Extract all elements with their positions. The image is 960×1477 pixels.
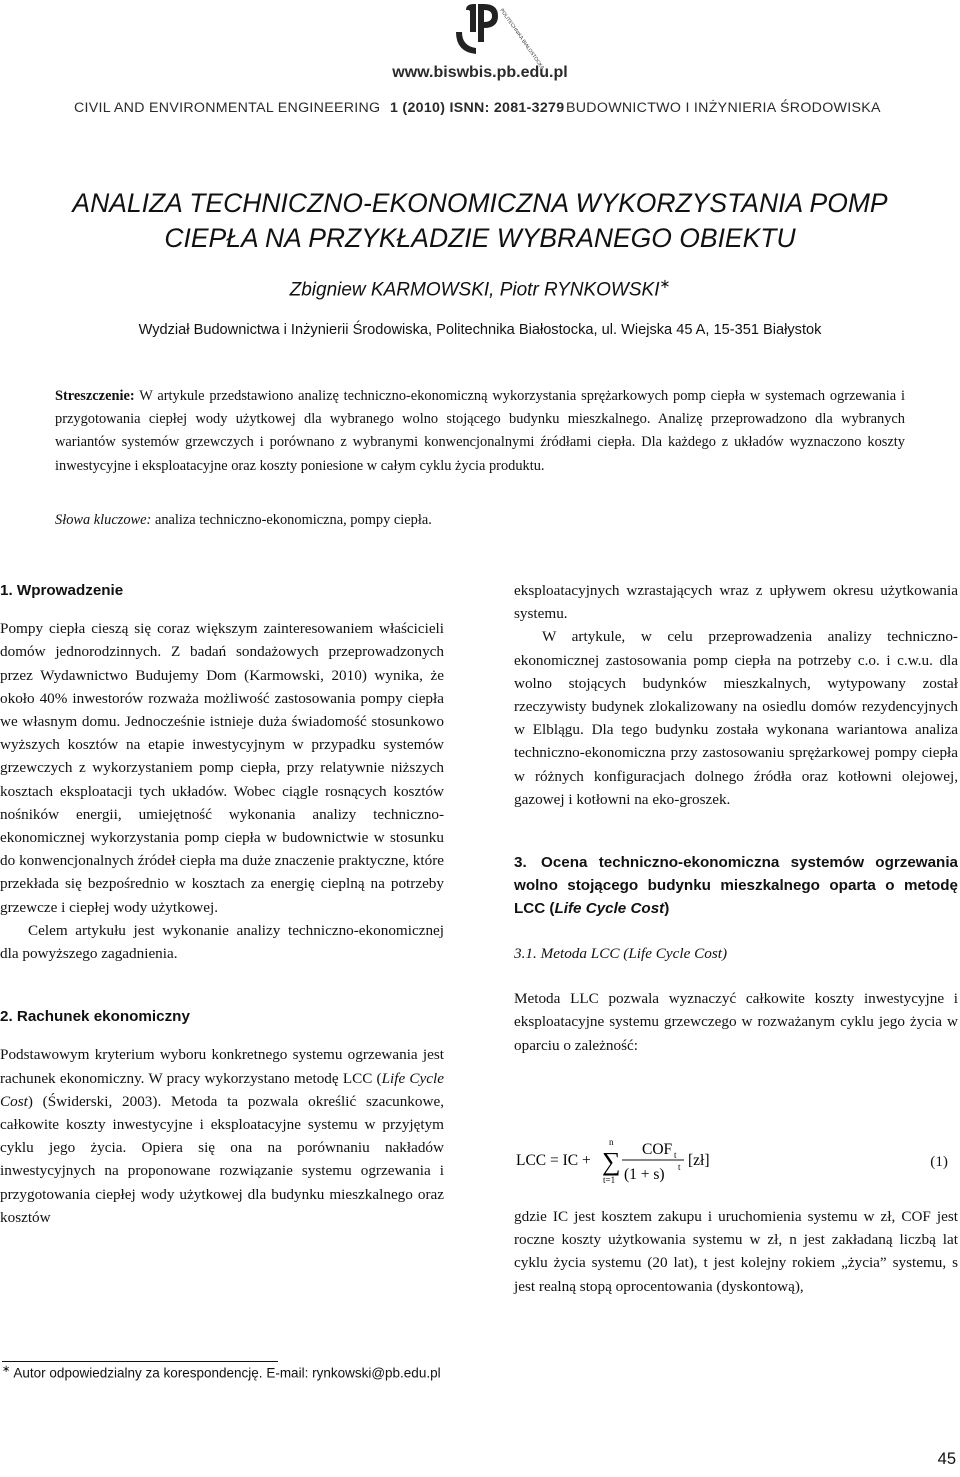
- equation-denominator: (1 + s): [624, 1166, 665, 1183]
- journal-website[interactable]: www.biswbis.pb.edu.pl: [392, 64, 568, 81]
- sum-lower-limit: t=1: [603, 1175, 616, 1185]
- keywords: [55, 512, 905, 529]
- section-3-heading: [514, 851, 958, 920]
- section-2-text-a: Podstawowym kryterium wyboru konkretnego systemu ogrzewania jest rachunek ekonomiczny. W pracy wykorzystano metodę LCC (: [0, 1046, 444, 1087]
- university-logo: [436, 2, 546, 71]
- right-paragraph-3: Metoda LLC pozwala wyznaczyć całkowite koszty inwestycyjne i eksploatacyjne systemu grzewczego w rozważanym cyklu jego życia w oparciu o zależność:: [514, 990, 958, 1054]
- equation-lhs: LCC = IC +: [516, 1152, 591, 1169]
- denominator-superscript: t: [678, 1162, 681, 1172]
- footnote-text: Autor odpowiedzialny za korespondencję. E-mail: rynkowski@pb.edu.pl: [13, 1365, 441, 1381]
- section-3-heading-italic: Life Cycle Cost: [554, 900, 665, 918]
- numerator-subscript: t: [674, 1150, 677, 1160]
- footnote-rule: [2, 1361, 278, 1362]
- right-paragraph-2: W artykule, w celu przeprowadzenia analizy techniczno-ekonomicznej zastosowania pomp ciepła na potrzeby c.o. i c.w.u. dla wolno stojących budynków mieszkalnych, wytypowany został rzeczywisty budynek zlokalizowany na osiedlu domów rezydencyjnych w Elblągu. Dla tego budynku została wykonana wariantowa analiza techniczno-ekonomiczna przy zastosowaniu sprężarkowej pompy ciepła w różnych konfiguracjach dolnego źródła oraz kotłowni olejowej, gazowej i kotłowni na eko-groszek.: [514, 628, 958, 808]
- journal-issue: 1 (2010) ISNN: 2081-3279: [390, 100, 565, 116]
- equation-number: (1): [930, 1153, 948, 1170]
- title-line-2: CIEPŁA NA PRZYKŁADZIE WYBRANEGO OBIEKTU: [164, 223, 796, 253]
- section-1-heading: 1. Wprowadzenie: [0, 582, 124, 599]
- equation-unit: [zł]: [688, 1152, 710, 1169]
- section-3-1-heading: 3.1. Metoda LCC (Life Cycle Cost): [514, 945, 728, 963]
- title-line-1: ANALIZA TECHNICZNO-EKONOMICZNA WYKORZYSTANIA POMP: [72, 188, 888, 218]
- footnote: [2, 1364, 441, 1381]
- right-paragraph-1: eksploatacyjnych wzrastających wraz z upływem okresu użytkowania systemu.: [514, 582, 958, 623]
- section-3-heading-text-c: ): [664, 900, 670, 918]
- journal-name-polish: BUDOWNICTWO I INŻYNIERIA ŚRODOWISKA: [566, 100, 881, 116]
- author-names: Zbigniew KARMOWSKI, Piotr RYNKOWSKI: [289, 279, 660, 301]
- section-2-lcc-italic: Life Cycle Cost: [0, 1069, 444, 1110]
- sum-symbol: ∑: [602, 1147, 621, 1176]
- left-column: [0, 579, 444, 1229]
- section-2-text-b: ) (Świderski, 2003). Metoda ta pozwala określić szacunkowe, całkowite koszty inwestycyjne i eksploatacyjne systemu w przyjętym cyklu jego życia. Opiera się ona na porównaniu nakładów inwestycyjnych na proponowane rozwiązanie systemu ogrzewania i przygotowania ciepłej wody użytkowej dla budynku mieszkalnego oraz kosztów: [0, 1092, 444, 1226]
- journal-name-english: CIVIL AND ENVIRONMENTAL ENGINEERING: [74, 100, 381, 116]
- sum-upper-limit: n: [609, 1137, 614, 1147]
- keywords-label: Słowa kluczowe:: [55, 512, 152, 528]
- lcc-equation: [514, 1136, 958, 1188]
- equation-numerator: COF: [642, 1141, 673, 1158]
- page-number: 45: [937, 1450, 956, 1468]
- section-1-paragraph-1: Pompy ciepła cieszą się coraz większym zainteresowaniem właścicieli domów jednorodzinnych. Z badań sondażowych przeprowadzonych przez Wydawnictwo Budujemy Dom (Karmowski, 2010) wynika, że około 40% inwestorów rozważa możliwość zastosowania pompy ciepła we własnym domu. Jednocześnie istnieje duża świadomość stosunkowo wyższych kosztów na etapie inwestycyjnym w przypadku systemów grzewczych z wykorzystaniem pomp ciepła, przy relatywnie niższych kosztach eksploatacji tych układów. Wobec ciągle rosnących kosztów nośników energii, umiejętność wykonania analizy techniczno-ekonomicznej wykorzystania pomp ciepła w budownictwie w stosunku do konwencjonalnych źródeł ciepła ma duże znaczenie praktyczne, które przekłada się bezpośrednio w kosztach za energię cieplną na potrzeby grzewcze i ciepłej wody użytkowej.: [0, 620, 444, 916]
- footnote-mark: ∗: [2, 1364, 11, 1375]
- section-1-paragraph-2: Celem artykułu jest wykonanie analizy techniczno-ekonomicznej dla powyższego zagadnienia.: [0, 921, 444, 963]
- abstract-label: Streszczenie:: [55, 388, 135, 404]
- right-paragraph-4: gdzie IC jest kosztem zakupu i uruchomienia systemu w zł, COF jest roczne koszty użytkowania systemu w zł, n jest zakładaną liczbą lat cyklu życia systemu (20 lat), t jest kolejny rokiem „życia” systemu, s jest realną stopą oprocentowania (dyskontową),: [514, 1208, 958, 1295]
- section-2-heading: 2. Rachunek ekonomiczny: [0, 1008, 190, 1026]
- section-3-number: 3.: [514, 854, 527, 872]
- corresponding-author-mark: ∗: [659, 276, 671, 291]
- affiliation: Wydział Budownictwa i Inżynierii Środowiska, Politechnika Białostocka, ul. Wiejska 45 A, 15-351 Białystok: [138, 322, 822, 338]
- right-column: [514, 579, 958, 1057]
- article-title: [20, 186, 940, 256]
- logo-text: POLITECHNIKA BIAŁOSTOCKA: [498, 7, 546, 71]
- abstract-text: W artykule przedstawiono analizę techniczno-ekonomiczną wykorzystania sprężarkowych pomp ciepła w systemach ogrzewania i przygotowania ciepłej wody użytkowej dla wybranego wolno stojącego budynku mieszkalnego. Analizę przeprowadzono dla wybranych wariantów systemów grzewczych i porównano z wybranymi konwencjonalnymi źródłami ciepła. Dla każdego z układów wyznaczono koszty inwestycyjne i eksploatacyjne oraz koszty poniesione w całym cyklu życia produktu.: [55, 388, 905, 474]
- abstract: [55, 385, 905, 478]
- section-2-paragraph-1: [0, 1043, 444, 1229]
- keywords-text: analiza techniczno-ekonomiczna, pompy ciepła.: [154, 512, 432, 528]
- authors: [0, 276, 960, 301]
- section-3-heading-text-a: Ocena techniczno-ekonomiczna systemów ogrzewania wolno stojącego budynku mieszkalnego oparta o metodę LCC (: [514, 854, 958, 918]
- right-column-continued: [514, 1205, 958, 1298]
